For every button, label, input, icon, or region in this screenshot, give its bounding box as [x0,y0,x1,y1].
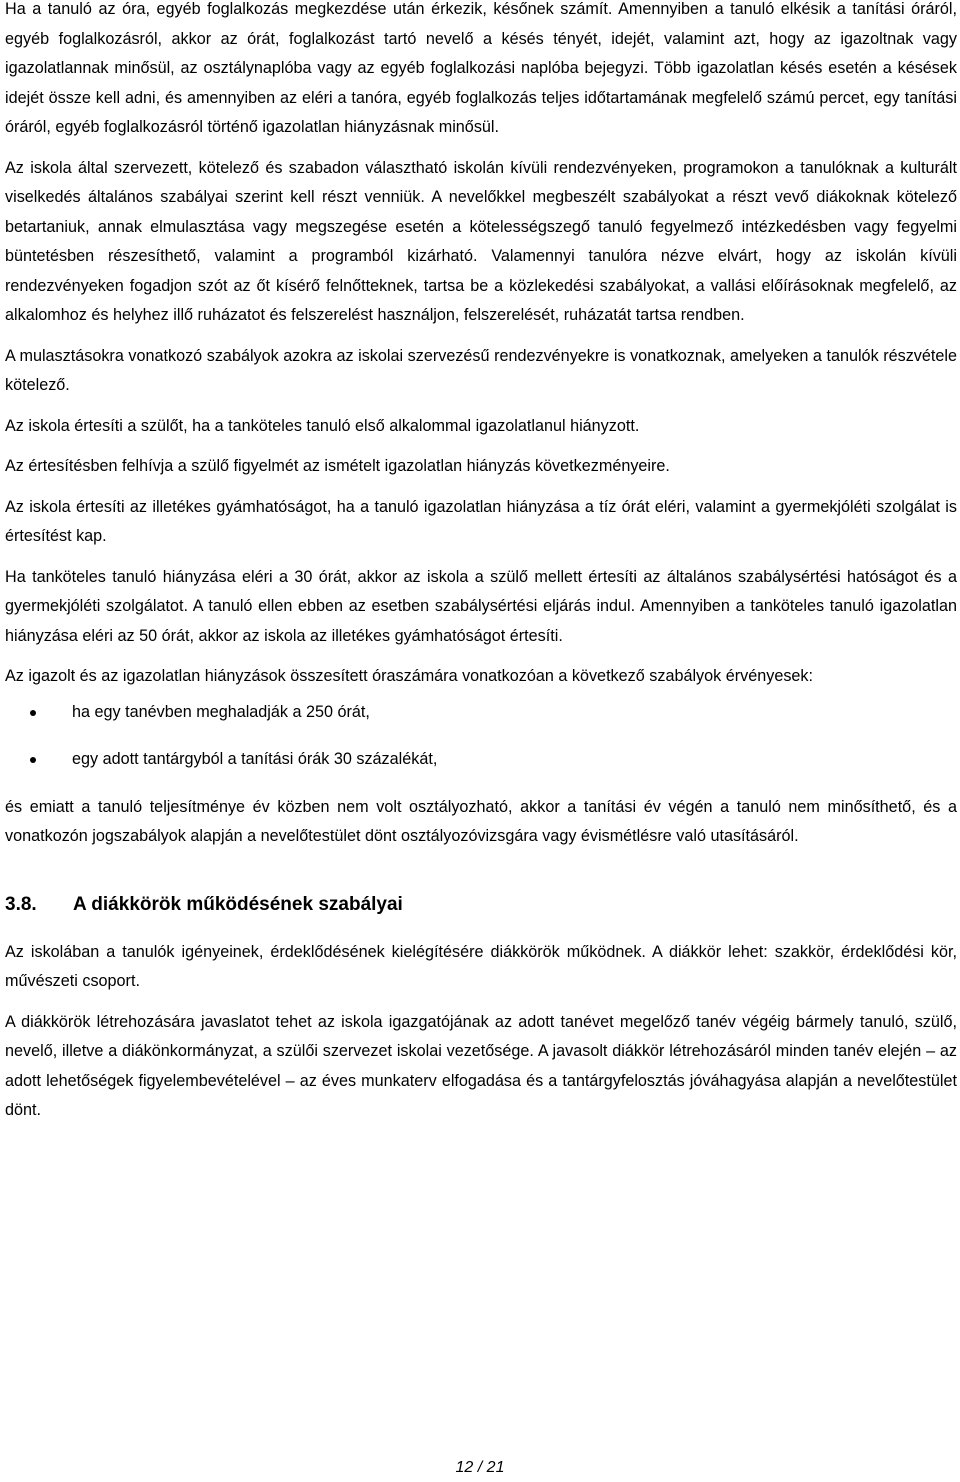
paragraph-thirty-hours: Ha tanköteles tanuló hiányzása eléri a 30 órát, akkor az iskola a szülő mellett értesíti az általános szabálysértési hatóságot és a gyermekjóléti szolgálatot. A tanuló ellen ebben az esetben szabálysértési eljárás indul. Amennyiben a tanköteles tanuló igazolatlan hiányzása eléri az 50 órát, akkor az iskola az illetékes gyámhatóságot értesíti. [5,567,957,645]
paragraph-circle-creation: A diákkörök létrehozására javaslatot tehet az iskola igazgatójának az adott tanévet megelőző tanév végéig bármely tanuló, szülő, nevelő, illetve a diákönkormányzat, a szülői szervezet iskolai vezetősége. A javasolt diákkör létrehozásáról minden tanév elején – az adott lehetőségek figyelembevételével – az éves munkaterv elfogadása és a tantárgyfelosztás jóváhagyása alapján a nevelőtestület dönt. [5,1012,957,1119]
paragraph-parent-notification: Az iskola értesíti a szülőt, ha a tanköteles tanuló első alkalommal igazolatlanul hiányzott. [5,416,640,435]
paragraph-external-events: Az iskola által szervezett, kötelező és szabadon választható iskolán kívüli rendezvényeken, programokon a tanulóknak a kulturált viselkedés általános szabályai szerint kell részt venniük. A nevelőkkel megbeszélt szabályokat a részt vevő diákoknak kötelező betartaniuk, annak elmulasztása vagy megszegése esetén a kötelességszegő tanuló fegyelmező intézkedésben vagy fegyelmi büntetésben részesíthető, valamint a programból kizárható. Valamennyi tanulóra nézve elvárt, hogy az iskolán kívüli rendezvényeken fogadjon szót az őt kísérő felnőtteknek, tartsa be a közlekedési szabályokat, a vallási előírásoknak megfelelő, az alkalomhoz és helyhez illő ruházatot és felszerelést használjon, felszerelését, ruházatát tartsa rendben. [5,158,957,324]
list-item [5,745,957,775]
list-item [5,698,957,728]
bullet-icon [30,757,36,763]
paragraph-late-arrival: Ha a tanuló az óra, egyéb foglalkozás megkezdése után érkezik, későnek számít. Amennyiben a tanuló elkésik a tanítási óráról, egyéb foglalkozásról, akkor az órát, foglalkozást tartó nevelő a késés tényét, idejét, valamint azt, hogy az igazoltnak vagy igazolatlannak minősül, az osztálynaplóba vagy az egyéb foglalkozási naplóba bejegyzi. Több igazolatlan késés esetén a késések idejét össze kell adni, és amennyiben az eléri a tanóra, egyéb foglalkozás teljes időtartamának megfelelő számú percet, egy tanítási óráról, egyéb foglalkozásról történő igazolatlan hiányzásnak minősül. [5,0,957,136]
section-number: 3.8. [5,893,37,915]
section-heading [5,890,957,920]
paragraph-absence-rules-scope: A mulasztásokra vonatkozó szabályok azokra az iskolai szervezésű rendezvényekre is vonatkoznak, amelyeken a tanulók részvétele kötelező. [5,346,957,394]
document-page [5,0,957,1126]
paragraph-guardianship-authority: Az iskola értesíti az illetékes gyámhatóságot, ha a tanuló igazolatlan hiányzása a tíz órát eléri, valamint a gyermekjóléti szolgálat is értesítést kap. [5,497,957,545]
paragraph-student-circles: Az iskolában a tanulók igényeinek, érdeklődésének kielégítésére diákkörök működnek. A diákkör lehet: szakkör, érdeklődési kör, művészeti csoport. [5,942,957,990]
absence-threshold-list [5,698,957,775]
section-title: A diákkörök működésének szabályai [73,893,403,915]
list-item-text: ha egy tanévben meghaladják a 250 órát, [72,702,370,721]
paragraph-total-absence-rules: Az igazolt és az igazolatlan hiányzások összesített óraszámára vonatkozóan a következő szabályok érvényesek: [5,667,814,685]
paragraph-notification-consequences: Az értesítésben felhívja a szülő figyelmét az ismételt igazolatlan hiányzás következményeire. [5,457,670,475]
page-number: 12 / 21 [455,1459,505,1476]
bullet-icon [30,710,36,716]
paragraph-classification-exam: és emiatt a tanuló teljesítménye év közben nem volt osztályozható, akkor a tanítási év végén a tanuló nem minősíthető, és a vonatkozón jogszabályok alapján a nevelőtestület dönt osztályozóvizsgára vagy évismétlésre való utasításáról. [5,797,957,845]
list-item-text: egy adott tantárgyból a tanítási órák 30 százalékát, [72,750,438,768]
